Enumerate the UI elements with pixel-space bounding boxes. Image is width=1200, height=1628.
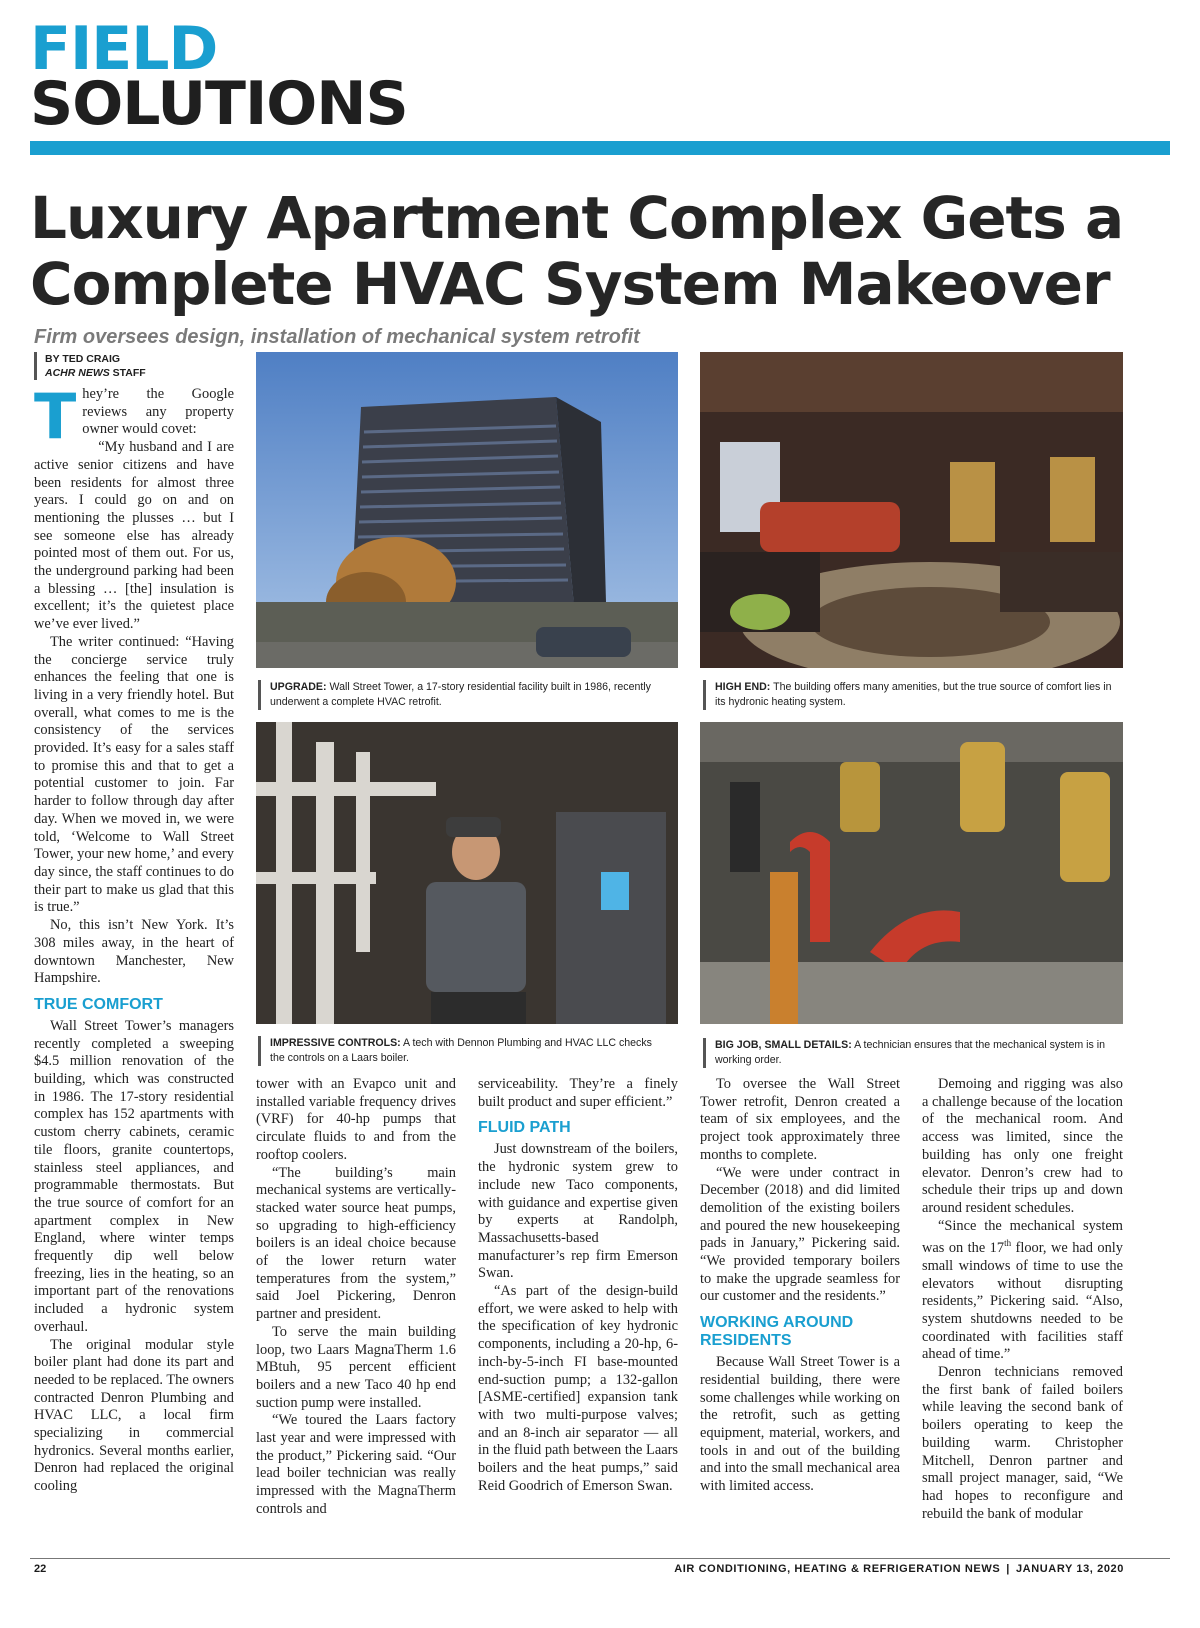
paragraph: No, this isn’t New York. It’s 308 miles away, in the heart of downtown Manchester, New Hampshire. [34, 917, 234, 987]
caption-big-job [703, 1038, 1123, 1068]
paragraph: To serve the main building loop, two Laars MagnaTherm 1.6 MBtuh, 95 percent efficient boilers and a new Taco 40 hp end suction pump were installed. [256, 1323, 456, 1411]
paragraph-part: floor, we had only small windows of time to use the elevators without disrupting residents,” Pickering said. “Also, system shutdowns needed to be coordinated with facilities staff ahead of time.” [922, 1240, 1123, 1363]
caption-label: IMPRESSIVE CONTROLS: [270, 1037, 401, 1049]
photo-tech-controls [256, 722, 678, 1024]
paragraph: “As part of the design-build effort, we were asked to help with the specification of key hydronic components, including a 20-hp, 6-inch-by-5-inch FI base-mounted end-suction pump; a 132-gallon [ASME-certified] expansion tank with two multi-purpose valves; and an 8-inch air separator — all in the fluid path between the Laars boilers and the heat pumps,” said Reid Goodrich of Emerson Swan. [478, 1283, 678, 1494]
article-deck: Firm oversees design, installation of mechanical system retrofit [34, 326, 640, 348]
paragraph: “The building’s main mechanical systems are vertically-stacked water source heat pumps, so upgrading to high-efficiency boilers is an ideal choice because of the lower return water temperatures from the system,” said Joel Pickering, Denron partner and president. [256, 1164, 456, 1323]
caption-impressive-controls [258, 1036, 668, 1066]
paragraph: Denron technicians removed the first bank of failed boilers while leaving the second bank of boilers operating to keep the building warm. Christopher Mitchell, Denron partner and small project manager, said, “We had hopes to reconfigure and rebuild the bank of modular [922, 1364, 1123, 1522]
byline [34, 352, 146, 380]
paragraph: To oversee the Wall Street Tower retrofit, Denron created a team of six employees, and the project took approximately three months to complete. [700, 1076, 900, 1163]
paragraph: hey’re the Google reviews any property owner would covet: [82, 386, 234, 438]
paragraph: Wall Street Tower’s managers recently completed a sweeping $4.5 million renovation of the building, which was constructed in 1986. The 17-story residential complex has 152 apartments with custom cherry cabinets, ceramic tile floors, granite countertops, stainless steel appliances, and programmable thermostats. But the true source of comfort for an apartment complex in New England, where winter temps frequently dip well below freezing, lies in the heating, so an important part of the renovations included a hydronic system overhaul. [34, 1017, 234, 1335]
boiler-controls-photo-icon [256, 722, 678, 1024]
paragraph: serviceability. They’re a finely built product and super efficient.” [478, 1076, 678, 1110]
paragraph: Demoing and rigging was also a challenge because of the location of the mechanical room. And access was limited, since the building has only one freight elevator. Denron’s crew had to schedule their trips up and down around resident schedules. [922, 1076, 1123, 1216]
page-number: 22 [34, 1563, 47, 1575]
footer-rule [30, 1558, 1170, 1559]
section-header [30, 14, 408, 140]
photo-wall-street-tower [256, 352, 678, 668]
caption-label: HIGH END: [715, 681, 771, 693]
caption-text: A tech with Dennon Plumbing and HVAC LLC checks the controls on a Laars boiler. [270, 1037, 652, 1064]
caption-label: UPGRADE: [270, 681, 327, 693]
paragraph: Just downstream of the boilers, the hydronic system grew to include new Taco components, with guidance and expertise given by experts at Randolph, Massachusetts-based manufacturer’s rep firm Emerson Swan. [478, 1141, 678, 1282]
article-column-2 [256, 1076, 456, 1519]
paragraph: The writer continued: “Having the concierge service truly enhances the feeling that one is living in a very friendly hotel. But overall, what comes to me is the consistency of the services provided. It’s easy for a sales staff to promise this and that to get a potential customer to join. Far harder to follow through day after day. When we moved in, we were told, ‘Welcome to Wall Street Tower, your new home,’ and every day since, the staff continues to do their part to make us glad that this is true.” [34, 633, 234, 916]
subhead-fluid-path: FLUID PATH [478, 1119, 571, 1137]
footer-separator: | [1006, 1563, 1010, 1575]
photo-lobby [700, 352, 1123, 668]
byline-name: BY TED CRAIG [45, 353, 121, 365]
publication-name: AIR CONDITIONING, HEATING & REFRIGERATION NEWS [674, 1563, 1001, 1575]
publication-info [674, 1563, 1124, 1575]
paragraph: Because Wall Street Tower is a residential building, there were some challenges while working on the retrofit, such as getting equipment, material, workers, and tools in and out of the building and into the small mechanical area with limited access. [700, 1354, 900, 1495]
paragraph: “My husband and I are active senior citizens and have been residents for almost three years. I could go on and on mentioning the plusses … but I see someone else has already pointed most of them out. For us, the underground parking had been a blessing … [the] insulation is excellent; it’s the quietest place we’ve ever lived.” [34, 439, 234, 633]
paragraph: The original modular style boiler plant had done its part and needed to be replaced. The owners contracted Denron Plumbing and HVAC LLC, a local firm specializing in commercial hydronics. Several months earlier, Denron had replaced the original cooling [34, 1336, 234, 1495]
photo-mechanical-room [700, 722, 1123, 1024]
paragraph: “We toured the Laars factory last year and were impressed with the product,” Pickering said. “Our lead boiler technician was really impressed with the MagnaTherm controls and [256, 1412, 456, 1517]
mechanical-room-photo-icon [700, 722, 1123, 1024]
caption-upgrade [258, 680, 668, 710]
superscript: th [1004, 1238, 1012, 1249]
caption-high-end [703, 680, 1123, 710]
caption-text: The building offers many amenities, but the true source of comfort lies in its hydronic heating system. [715, 681, 1112, 708]
tower-photo-icon [256, 352, 678, 668]
issue-date: JANUARY 13, 2020 [1015, 1563, 1124, 1575]
article-column-1 [34, 380, 234, 1496]
caption-text: A technician ensures that the mechanical system is in working order. [715, 1039, 1105, 1066]
section-rule [30, 141, 1170, 155]
byline-org: ACHR NEWS [45, 367, 110, 379]
byline-role: STAFF [112, 367, 146, 379]
subhead-true-comfort: TRUE COMFORT [34, 995, 163, 1013]
caption-label: BIG JOB, SMALL DETAILS: [715, 1039, 852, 1051]
section-title-line1: FIELD [30, 14, 218, 84]
subhead-working-around-residents: WORKING AROUND RESIDENTS [700, 1314, 854, 1350]
section-title-line2: SOLUTIONS [30, 69, 408, 140]
drop-cap: T [34, 380, 77, 453]
paragraph [922, 1218, 1123, 1364]
paragraph-part: “Since the mechanical system was on the 17 [922, 1217, 1123, 1257]
article-headline: Luxury Apartment Complex Gets a Complete HVAC System Makeover [30, 184, 1124, 318]
paragraph: “We were under contract in December (2018) and did limited demolition of the existing boilers and poured the new housekeeping pads in January,” Pickering said. “We provided temporary boilers to make the upgrade seamless for our customer and the residents.” [700, 1164, 900, 1305]
caption-text: Wall Street Tower, a 17-story residential facility built in 1986, recently underwent a complete HVAC retrofit. [270, 681, 651, 708]
article-column-5 [922, 1076, 1123, 1523]
paragraph: tower with an Evapco unit and installed variable frequency drives (VRF) for 40-hp pumps that circulate fluids to and from the rooftop coolers. [256, 1076, 456, 1163]
lobby-photo-icon [700, 352, 1123, 668]
article-column-4 [700, 1076, 900, 1496]
article-column-3 [478, 1076, 678, 1495]
